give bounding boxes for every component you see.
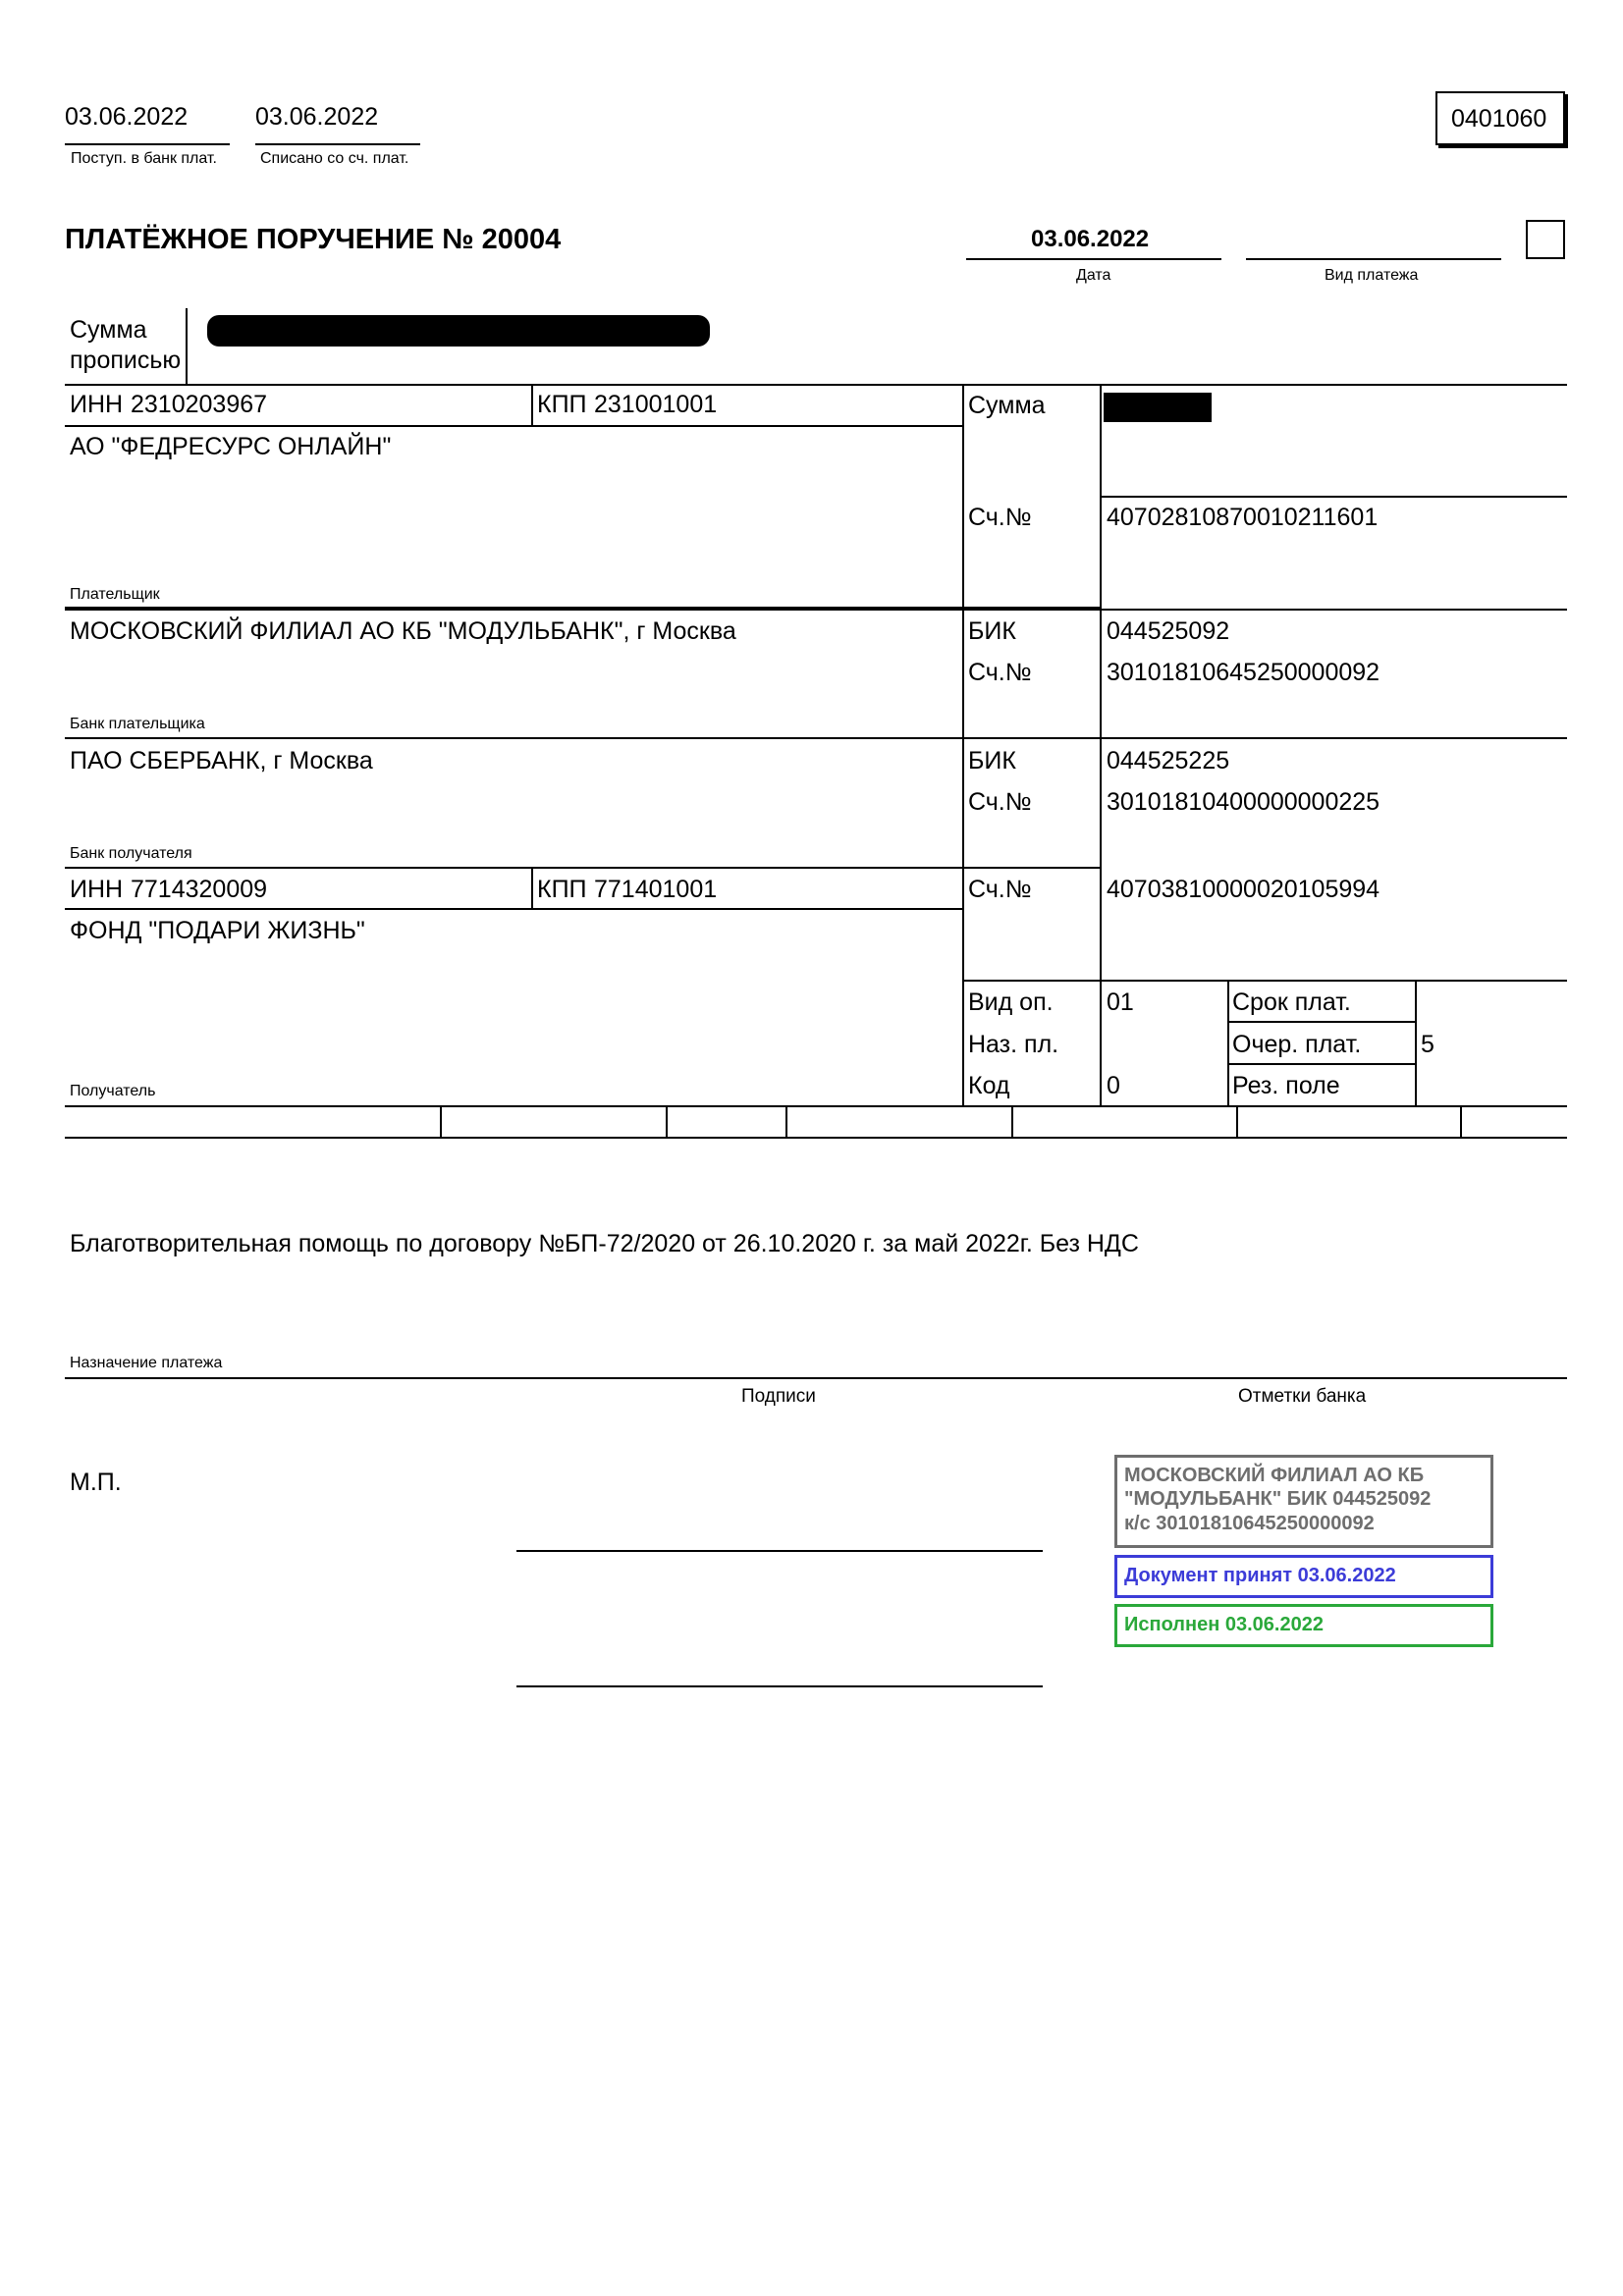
payer-bank-caption: Банк плательщика (70, 716, 205, 732)
grid-line-top (65, 384, 1567, 386)
received-date-line (65, 143, 230, 145)
payee-inn: 7714320009 (131, 876, 268, 903)
purpose-line (65, 1377, 1567, 1379)
received-date: 03.06.2022 (65, 103, 189, 131)
payer-bank-account-label: Сч.№ (968, 659, 1032, 686)
grid-line-tax-row (65, 1137, 1567, 1139)
grid-line-mid-right (1100, 384, 1102, 1106)
bank-marks-label: Отметки банка (1238, 1386, 1367, 1407)
payee-bank-account-label: Сч.№ (968, 788, 1032, 816)
payment-purpose-text: Благотворительная помощь по договору №БП-72/2020 от 26.10.2020 г. за май 2022г. Без НДС (70, 1230, 1139, 1257)
code-value: 0 (1107, 1072, 1120, 1099)
amount-words-redacted (207, 315, 710, 347)
amount-redacted (1104, 393, 1212, 422)
bank-stamp-line-2: "МОДУЛЬБАНК" БИК 044525092 (1124, 1488, 1432, 1511)
payment-type-box[interactable] (1526, 220, 1565, 259)
payee-caption: Получатель (70, 1083, 156, 1099)
grid-line-bottom (65, 1105, 1567, 1107)
code-label: Код (968, 1072, 1010, 1099)
op-type-label: Вид оп. (968, 988, 1054, 1016)
payee-bank-bik: 044525225 (1107, 747, 1230, 774)
grid-line-payer-bank (65, 609, 1567, 611)
accepted-stamp (1114, 1555, 1493, 1598)
payer-kpp-label: КПП (537, 391, 587, 418)
payer-kpp: 231001001 (594, 391, 718, 418)
payer-account-label: Сч.№ (968, 504, 1032, 531)
document-date-line (966, 258, 1221, 260)
grid-line-payee-kpp (531, 867, 533, 909)
payee-account-label: Сч.№ (968, 876, 1032, 903)
payee-kpp: 771401001 (594, 876, 718, 903)
signature-line-2 (516, 1685, 1043, 1687)
payer-caption: Плательщик (70, 586, 160, 603)
form-code-box (1435, 91, 1565, 145)
payer-name: АО "ФЕДРЕСУРС ОНЛАЙН" (70, 433, 392, 460)
debited-date-label: Списано со сч. плат. (260, 150, 409, 167)
grid-line-payer-inn (65, 425, 962, 427)
grid-line-payee-bank (65, 737, 1567, 739)
grid-line-payer-bank-left (65, 607, 1100, 609)
due-label: Срок плат. (1232, 988, 1351, 1016)
tax-divider-5 (1236, 1105, 1238, 1138)
op-type: 01 (1107, 988, 1134, 1016)
payer-inn-label: ИНН (70, 391, 124, 418)
amount-words-divider (186, 308, 188, 385)
payer-bank-bik-label: БИК (968, 617, 1016, 645)
payment-purpose-caption: Назначение платежа (70, 1355, 223, 1371)
priority-value: 5 (1421, 1031, 1434, 1058)
payee-bank-bik-label: БИК (968, 747, 1016, 774)
document-date-label: Дата (1076, 267, 1111, 284)
purpose-code-label: Наз. пл. (968, 1031, 1059, 1058)
tax-divider-4 (1011, 1105, 1013, 1138)
payee-account: 40703810000020105994 (1107, 876, 1380, 903)
grid-line-mid-left (962, 384, 964, 1106)
grid-line-codes (962, 980, 1567, 982)
document-date: 03.06.2022 (1031, 226, 1150, 252)
payment-type-label: Вид платежа (1325, 267, 1419, 284)
received-date-label: Поступ. в банк плат. (71, 150, 217, 167)
grid-line-payee (65, 867, 1100, 869)
amount-label: Сумма (968, 392, 1046, 419)
bank-stamp (1114, 1455, 1493, 1548)
payer-inn: 2310203967 (131, 391, 268, 418)
priority-label: Очер. плат. (1232, 1031, 1362, 1058)
amount-words-label-1: Сумма (70, 316, 147, 344)
tax-divider-3 (785, 1105, 787, 1138)
accepted-stamp-text: Документ принят 03.06.2022 (1124, 1565, 1396, 1586)
signature-line-1 (516, 1550, 1043, 1552)
payee-bank-caption: Банк получателя (70, 845, 192, 862)
grid-line-payee-inn (65, 908, 962, 910)
debited-date: 03.06.2022 (255, 103, 379, 131)
grid-line-payer-kpp (531, 384, 533, 426)
payer-bank-account: 30101810645250000092 (1107, 659, 1380, 686)
debited-date-line (255, 143, 420, 145)
document-title: ПЛАТЁЖНОЕ ПОРУЧЕНИЕ № 20004 (65, 224, 562, 255)
payer-bank-bik: 044525092 (1107, 617, 1230, 645)
grid-line-codes-row1 (1227, 1021, 1415, 1023)
tax-divider-6 (1460, 1105, 1462, 1138)
payment-type-line (1246, 258, 1501, 260)
form-code: 0401060 (1451, 105, 1547, 133)
payee-bank-name: ПАО СБЕРБАНК, г Москва (70, 747, 373, 774)
tax-divider-2 (666, 1105, 668, 1138)
grid-line-codes-col3 (1227, 980, 1229, 1106)
grid-line-codes-col4 (1415, 980, 1417, 1106)
signatures-label: Подписи (741, 1386, 816, 1407)
bank-stamp-line-3: к/с 30101810645250000092 (1124, 1512, 1375, 1534)
payee-kpp-label: КПП (537, 876, 587, 903)
bank-stamp-line-1: МОСКОВСКИЙ ФИЛИАЛ АО КБ (1124, 1465, 1425, 1486)
seal-label: М.П. (70, 1468, 122, 1496)
grid-line-account (1100, 496, 1567, 498)
reserve-label: Рез. поле (1232, 1072, 1340, 1099)
payee-inn-label: ИНН (70, 876, 124, 903)
payee-name: ФОНД "ПОДАРИ ЖИЗНЬ" (70, 917, 365, 944)
payee-bank-account: 30101810400000000225 (1107, 788, 1380, 816)
grid-line-codes-row2 (1227, 1063, 1415, 1065)
amount-words-label-2: прописью (70, 347, 182, 374)
payer-bank-name: МОСКОВСКИЙ ФИЛИАЛ АО КБ "МОДУЛЬБАНК", г Москва (70, 617, 736, 645)
payer-account: 40702810870010211601 (1107, 504, 1379, 531)
tax-divider-1 (440, 1105, 442, 1138)
executed-stamp-text: Исполнен 03.06.2022 (1124, 1614, 1324, 1635)
executed-stamp (1114, 1604, 1493, 1647)
